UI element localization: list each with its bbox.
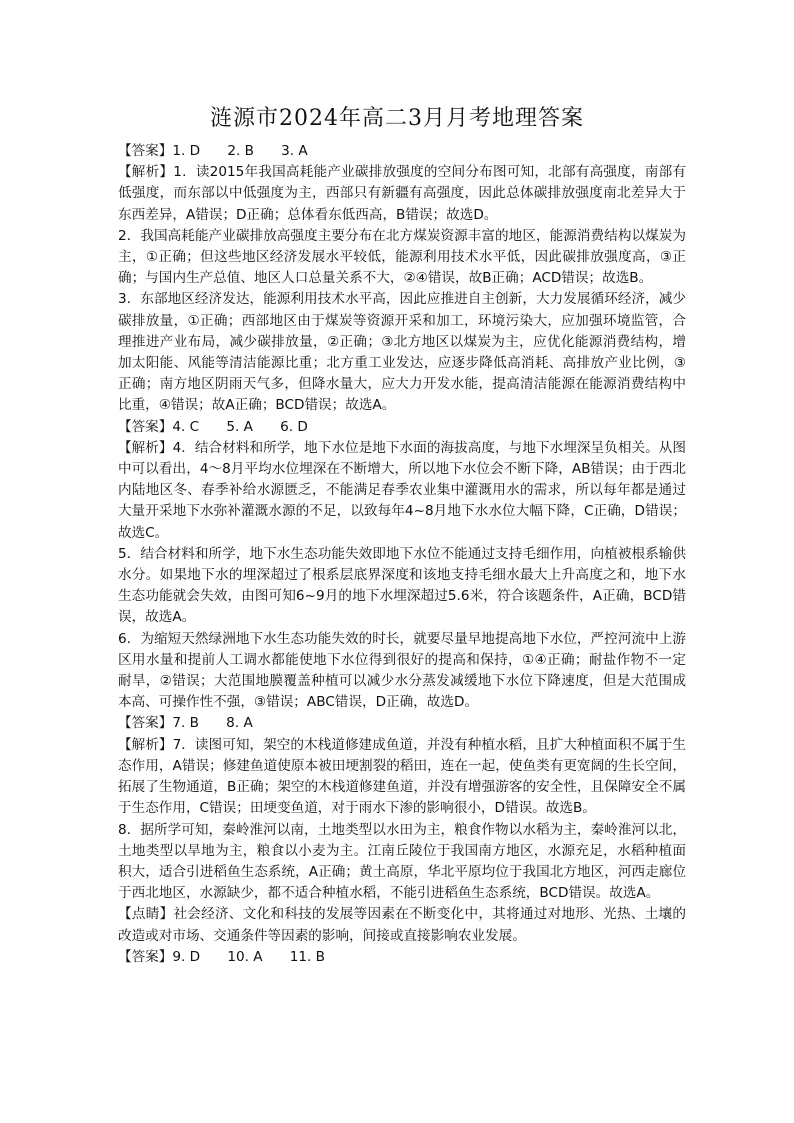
analysis-q7: 【解析】7．读图可知，架空的木栈道修建成鱼道，并没有种植水稻，且扩大种植面积不属于生态作用，A错误；修建鱼道使原本被田埂割裂的稻田，连在一起，使鱼类有更宽阔的生长空间，拓展了生物通道，B正确；架空的木栈道修建鱼道，并没有增强游客的安全性，且保障安全不属于生态作用，C错误；田埂变鱼道，对于雨水下渗的影响很小，D错误。故选B。: [118, 736, 686, 817]
document-title: 涟源市2024年高二3月月考地理答案: [210, 106, 584, 131]
analysis-q4: 【解析】4．结合材料和所学，地下水位是地下水面的海拔高度，与地下水埋深呈负相关。从图中可以看出，4～8月平均水位埋深在不断增大，所以地下水位会不断下降，AB错误；由于西北内陆地区冬、春季补给水源匮乏，不能满足春季农业集中灌溉用水的需求，所以每年都是通过大量开采地下水弥补灌溉水源的不足，以致每年4~8月地下水水位大幅下降，C正确，D错误；故选C。: [118, 439, 686, 541]
analysis-q1: 【解析】1．读2015年我国高耗能产业碳排放强度的空间分布图可知，北部有高强度，南部有低强度，而东部以中低强度为主，西部只有新疆有高强度，因此总体碳排放强度南北差异大于东西差异，A错误；D正确；总体看东低西高，B错误；故选D。: [118, 164, 686, 223]
key-point-note: 【点睛】社会经济、文化和科技的发展等因素在不断变化中，其将通过对地形、光热、土壤的改造或对市场、交通条件等因素的影响，间接或直接影响农业发展。: [118, 906, 686, 944]
analysis-q8: 8．据所学可知，秦岭淮河以南，土地类型以水田为主，粮食作物以水稻为主，秦岭淮河以北，土地类型以旱地为主，粮食以小麦为主。江南丘陵位于我国南方地区，水源充足，水稻种植面积大，适合引进稻鱼生态系统，A正确；黄土高原，华北平原均位于我国北方地区，河西走廊位于西北地区，水源缺少，都不适合种植水稻，不能引进稻鱼生态系统，BCD错误。故选A。: [118, 821, 686, 902]
answer-line-9-11: 【答案】9. D 10. A 11. B: [118, 948, 326, 965]
analysis-q2: 2．我国高耗能产业碳排放高强度主要分布在北方煤炭资源丰富的地区，能源消费结构以煤炭为主，①正确；但这些地区经济发展水平较低，能源利用技术水平低，因此碳排放强度高，③正确；与国内生产总值、地区人口总量关系不大，②④错误，故B正确；ACD错误；故选B。: [118, 227, 686, 287]
answer-line-7-8: 【答案】7. B 8. A: [118, 715, 253, 732]
answer-line-4-6: 【答案】4. C 5. A 6. D: [118, 418, 308, 435]
analysis-q5: 5．结合材料和所学，地下水生态功能失效即地下水位不能通过支持毛细作用，向植被根系输供水分。如果地下水的埋深超过了根系层底界深度和该地支持毛细水最大上升高度之和，地下水生态功能就会失效，由图可知6~9月的地下水埋深超过5.6米，符合该题条件，A正确，BCD错误，故选A。: [118, 545, 686, 626]
analysis-q6: 6．为缩短天然绿洲地下水生态功能失效的时长，就要尽量早地提高地下水位，严控河流中上游区用水量和提前人工调水都能使地下水位得到很好的提高和保持，①④正确；耐盐作物不一定耐旱，②错误；大范围地膜覆盖种植可以减少水分蒸发减缓地下水位下降速度，但是大范围成本高、可操作性不强，③错误；ABC错误，D正确，故选D。: [118, 630, 686, 711]
analysis-q3: 3．东部地区经济发达，能源利用技术水平高，因此应推进自主创新，大力发展循环经济，减少碳排放量，①正确；西部地区由于煤炭等资源开采和加工，环境污染大，应加强环境监管，合理推进产业布局，减少碳排放量，②正确；③北方地区以煤炭为主，应优化能源消费结构，增加太阳能、风能等清洁能源比重；北方重工业发达，应逐步降低高消耗、高排放产业比例，③正确；南方地区阴雨天气多，但降水量大，应大力开发水能，提高清洁能源在能源消费结构中比重，④错误；故A正确；BCD错误；故选A。: [118, 291, 686, 414]
answer-line-1-3: 【答案】1. D 2. B 3. A: [118, 143, 308, 159]
document-body: [118, 141, 686, 968]
